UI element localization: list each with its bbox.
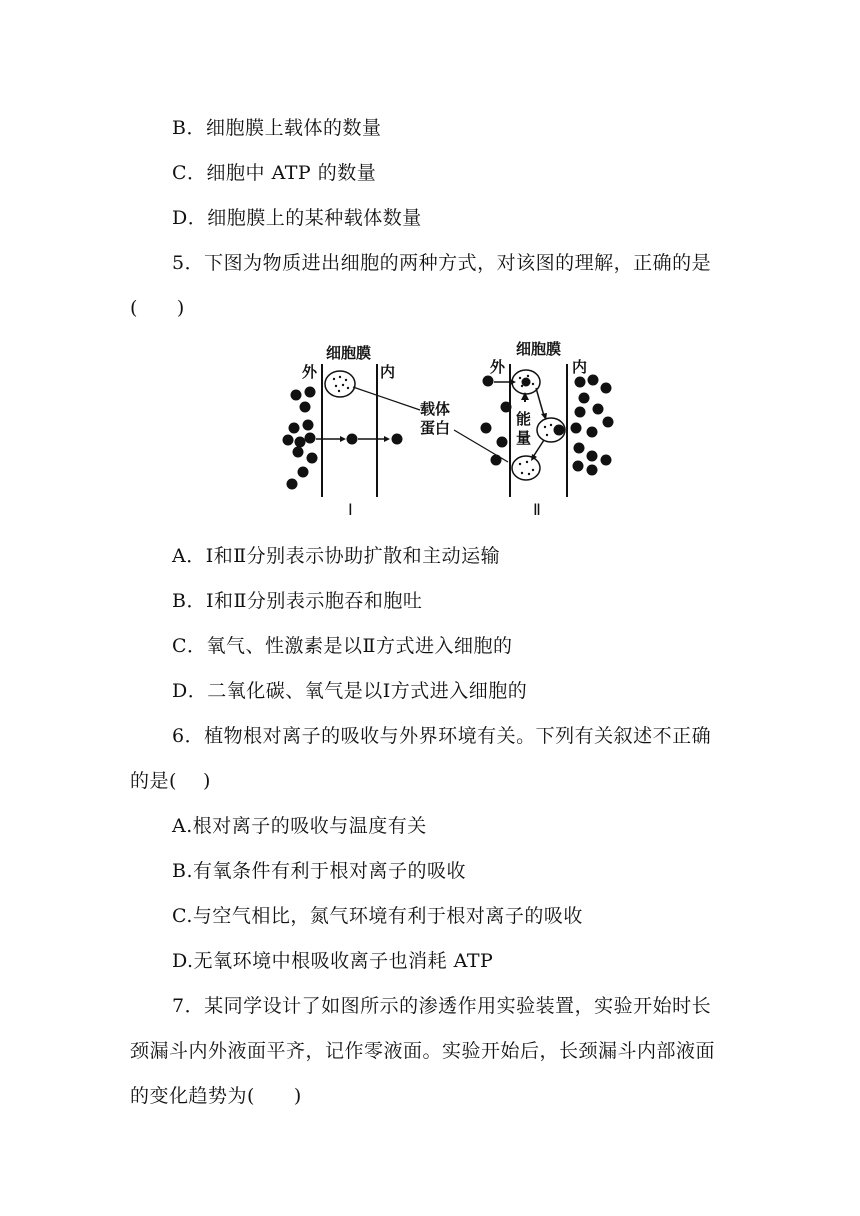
q4-option-b: B．细胞膜上载体的数量 (172, 117, 382, 139)
carrier-label-line1: 载体 (420, 400, 451, 418)
q6-option-b: B.有氧条件有利于根对离子的吸收 (172, 860, 467, 882)
arrow-head-1 (340, 436, 346, 442)
outside-label-1: 外 (302, 363, 318, 381)
carrier-bubble-2c (512, 456, 540, 480)
particles-outside-2 (481, 376, 512, 466)
q5-stem-line1: 5．下图为物质进出细胞的两种方式，对该图的理解，正确的是 (172, 252, 712, 274)
q6-option-c: C.与空气相比，氮气环境有利于根对离子的吸收 (172, 905, 583, 927)
diffusing-particle-1 (347, 434, 358, 445)
q5-option-a: A．Ⅰ和Ⅱ分别表示协助扩散和主动运输 (172, 545, 501, 567)
inside-label-1: 内 (380, 363, 396, 381)
panel-label-1: Ⅰ (348, 500, 353, 519)
q5-option-b: B．Ⅰ和Ⅱ分别表示胞吞和胞吐 (172, 590, 423, 612)
arrow-line-4 (536, 388, 544, 416)
membrane-label-1: 细胞膜 (326, 344, 372, 362)
membrane-label-2: 细胞膜 (516, 340, 562, 358)
q5-option-d: D．二氧化碳、氧气是以Ⅰ方式进入细胞的 (172, 680, 528, 702)
q6-option-d: D.无氧环境中根吸收离子也消耗 ATP (172, 950, 494, 972)
particles-inside-2 (571, 375, 614, 476)
particles-outside-1 (283, 387, 318, 490)
energy-label-line2: 量 (516, 429, 532, 447)
outside-label-2: 外 (490, 358, 506, 376)
q4-option-c: C．细胞中 ATP 的数量 (172, 162, 377, 184)
carrier-label-line2: 蛋白 (420, 419, 451, 437)
q6-stem-line2: 的是( ) (130, 770, 211, 792)
diffusing-particle-2 (392, 434, 403, 445)
q7-stem-line3: 的变化趋势为( ) (130, 1085, 302, 1107)
pointer-line-1 (353, 387, 420, 410)
membrane-transport-figure (270, 332, 630, 522)
q5-stem-line2: ( ) (130, 297, 185, 319)
inside-label-2: 内 (572, 358, 588, 376)
arrow-line-5 (533, 440, 544, 457)
q7-stem-line1: 7．某同学设计了如图所示的渗透作用实验装置，实验开始时长 (172, 995, 712, 1017)
q6-stem-line1: 6．植物根对离子的吸收与外界环境有关。下列有关叙述不正确 (172, 725, 712, 747)
arrow-head-2 (384, 436, 390, 442)
panel-label-2: Ⅱ (533, 500, 541, 519)
q4-option-d: D．细胞膜上的某种载体数量 (172, 207, 422, 229)
bound-particle-2 (554, 425, 565, 436)
carrier-bubble-1 (325, 371, 355, 397)
energy-label-line1: 能 (516, 410, 532, 428)
bound-particle-1 (522, 378, 531, 387)
q7-stem-line2: 颈漏斗内外液面平齐，记作零液面。实验开始后，长颈漏斗内部液面 (130, 1040, 716, 1062)
q5-option-c: C．氧气、性激素是以Ⅱ方式进入细胞的 (172, 635, 513, 657)
q6-option-a: A.根对离子的吸收与温度有关 (172, 815, 427, 837)
